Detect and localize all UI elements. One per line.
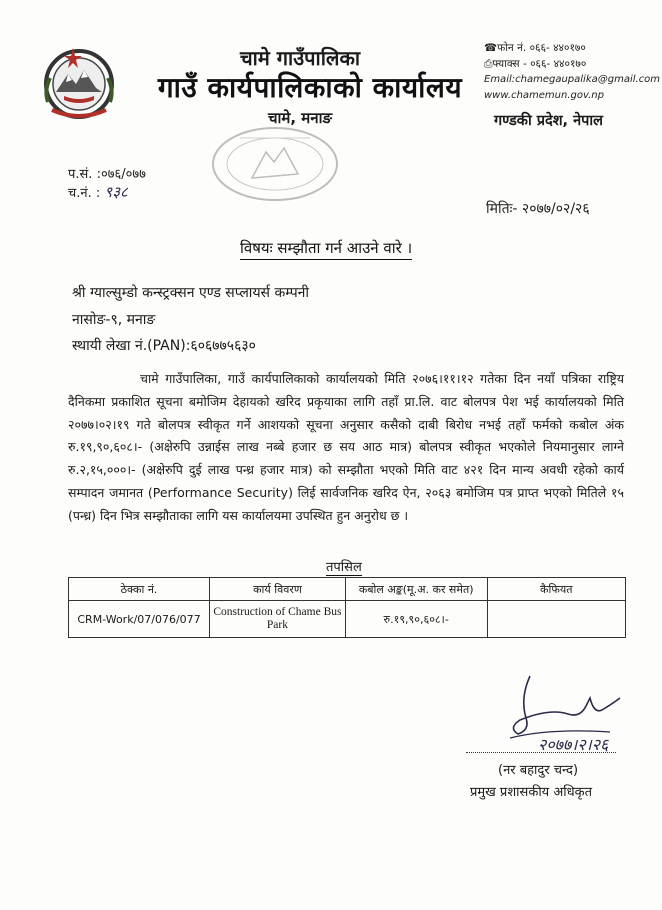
header-work-description: कार्य विवरण xyxy=(210,578,346,601)
signatory-title: प्रमुख प्रशासकीय अधिकृत xyxy=(470,785,593,800)
contact-block xyxy=(484,40,659,104)
header-bid-amount: कबोल अङ्क(मू.अ. कर समेत) xyxy=(345,578,487,601)
province-text: गण्डकी प्रदेश, नेपाल xyxy=(494,113,603,129)
addressee-company: श्री ग्याल्सुम्डो कन्स्ट्रक्सन एण्ड सप्लायर्स कम्पनी xyxy=(72,285,310,301)
addressee-address: नासोङ-९, मनाङ xyxy=(72,312,156,328)
office-stamp-seal xyxy=(200,118,350,208)
subject-line: विषयः सम्झौता गर्न आउने वारे । xyxy=(240,238,412,260)
website-text: www.chamemun.gov.np xyxy=(484,90,604,101)
cell-remarks xyxy=(487,601,625,638)
cell-work-description: Construction of Chame Bus Park xyxy=(210,601,346,638)
signatory-name: (नर बहादुर चन्द) xyxy=(498,763,579,778)
table-header-row xyxy=(69,578,626,601)
nepal-emblem-logo xyxy=(38,42,120,122)
details-table xyxy=(68,577,626,638)
table-row xyxy=(69,601,626,638)
cell-bid-amount: रु.१९,९०,६०८।- xyxy=(345,601,487,638)
fax-line: ⎙फ्याक्स - ०६६- ४४०१७० xyxy=(484,58,587,70)
fax-icon: ⎙ xyxy=(484,58,493,70)
dispatch-number: च.नं. : ९३८ xyxy=(68,183,128,201)
cell-contract-no: CRM-Work/07/076/077 xyxy=(69,601,210,638)
handwritten-signature xyxy=(490,668,630,768)
table-caption: तपसिल xyxy=(326,560,362,575)
municipality-name: चामे गाउँपालिका xyxy=(239,46,361,70)
signature-date: २०७७।२।२६ xyxy=(538,735,609,754)
header-remarks: कैफियत xyxy=(487,578,625,601)
header-contract-no: ठेक्का नं. xyxy=(69,578,210,601)
reference-number: प.सं. :०७६/०७७ xyxy=(68,167,146,182)
signature-line xyxy=(466,742,616,753)
office-location: चामे, मनाङ xyxy=(267,109,333,127)
email-text: Email:chamegaupalika@gmail.com xyxy=(484,74,661,85)
office-name: गाउँ कार्यपालिकाको कार्यालय xyxy=(157,71,463,104)
phone-line: ☎फोन नं. ०६६- ४४०१७० xyxy=(484,42,586,54)
addressee-pan: स्थायी लेखा नं.(PAN):६०६७७५६३० xyxy=(72,338,256,354)
letter-body: चामे गाउँपालिका, गाउँ कार्यपालिकाको कार्यालयको मिति २०७६।११।१२ गतेका दिन नयाँ पत्रिका राष्ट्रिय दैनिकमा प्रकाशित सूचना बमोजिम देहायको खरिद प्रकृयाका लागि तहाँ प्रा.लि. वाट बोलपत्र पेश भई कार्यालयको मिति २०७७।०२।१९ गते बोलपत्र स्वीकृत गर्ने आशयको सूचना अनुसार कसैको दाबी बिरोध नभई तहाँ फर्मको कबोल अंक रु.१९,९०,६०८।- (अक्षेरुपि उन्नाईस लाख नब्बे हजार छ सय आठ मात्र) बोलपत्र स्वीकृत भएकोले नियमानुसार लाग्ने रु.२,१५,०००।- (अक्षेरुपि दुई लाख पन्ध्र हजार मात्र) को सम्झौता भएको मिति वाट ४२१ दिन मान्य अवधी रहेको कार्य सम्पादन जमानत (Performance Security) लिई सार्वजनिक खरिद ऐन, २०६३ बमोजिम पत्र प्राप्त भएको मितिले १५ (पन्ध्र) दिन भित्र सम्झौताका लागि यस कार्यालयमा उपस्थित हुन अनुरोध छ । xyxy=(68,371,624,523)
letter-date: मितिः- २०७७/०२/२६ xyxy=(486,201,590,217)
phone-icon: ☎ xyxy=(484,42,498,54)
